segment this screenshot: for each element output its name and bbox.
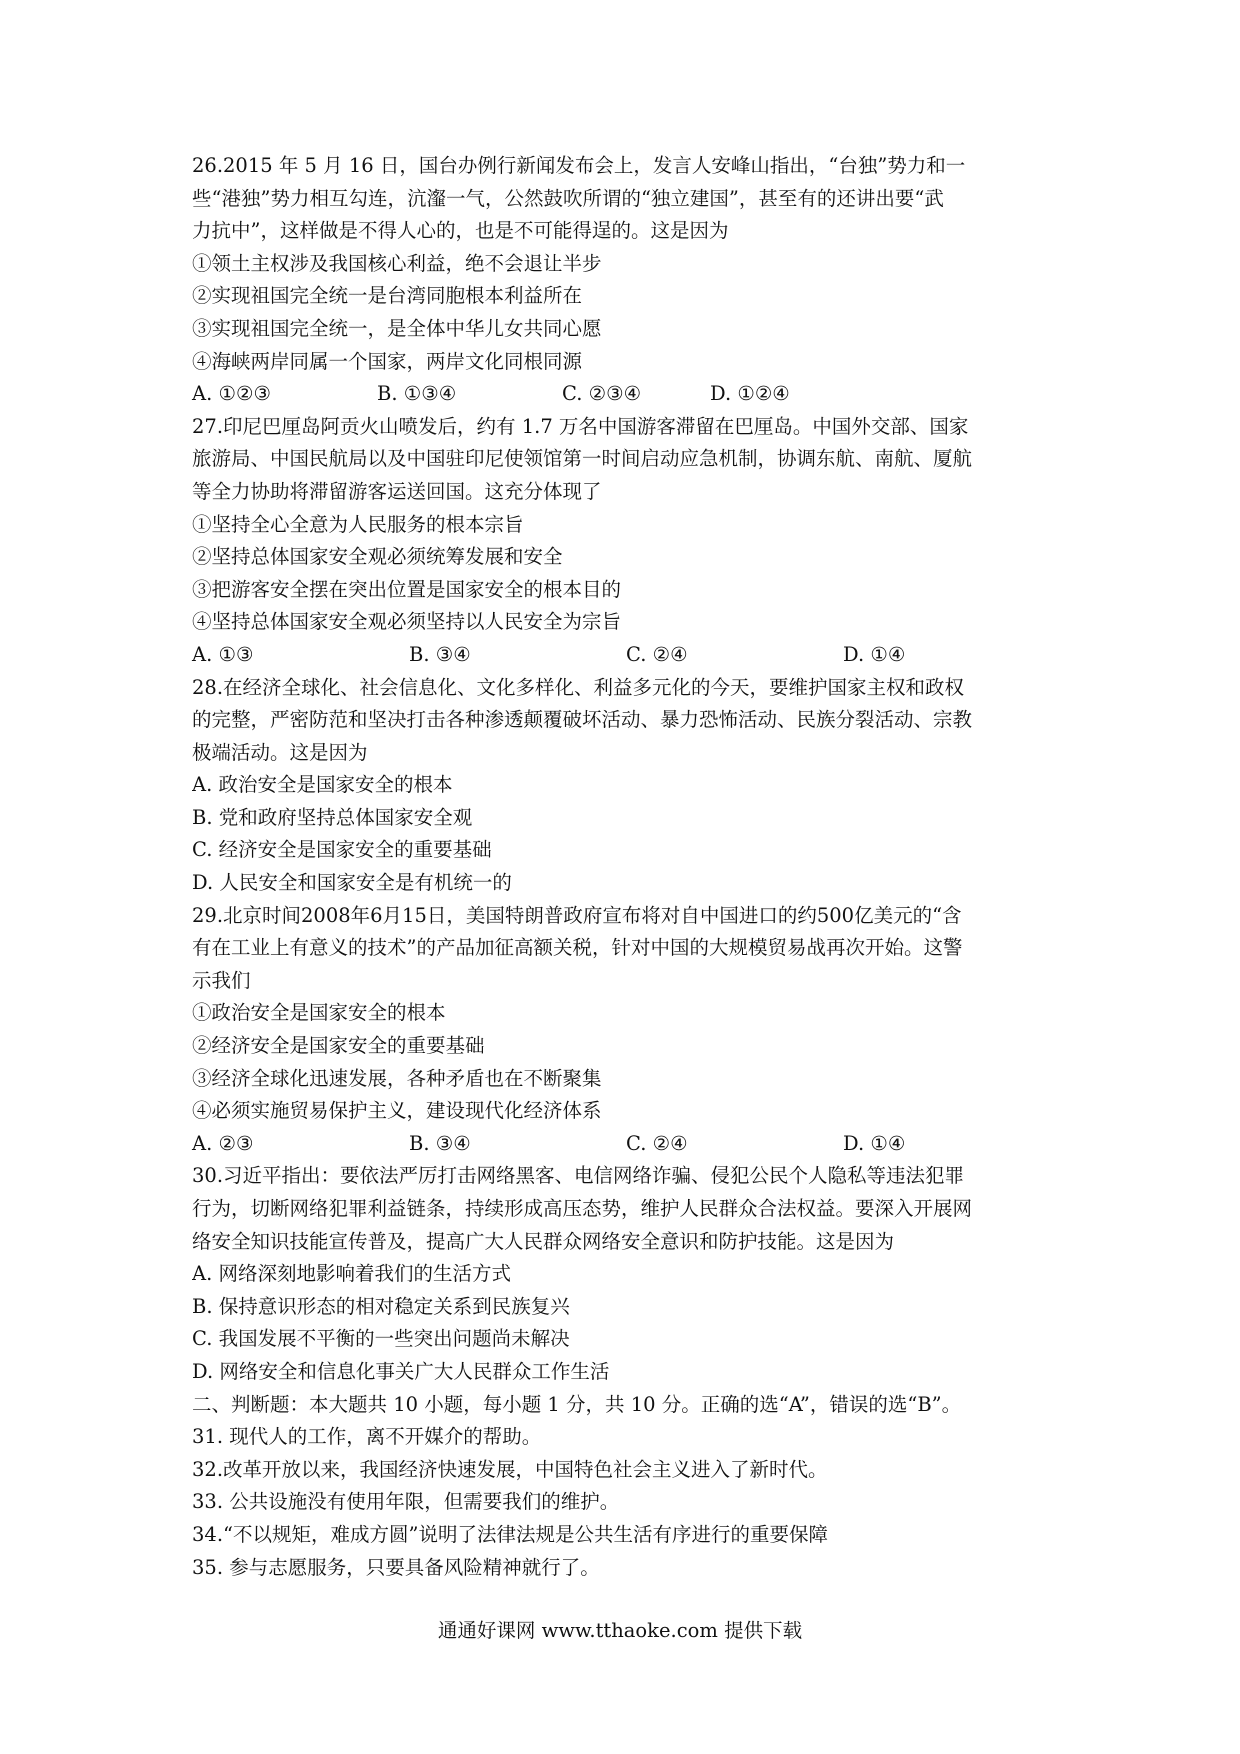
question-stem-line: 行为，切断网络犯罪利益链条，持续形成高压态势，维护人民群众合法权益。要深入开展网 bbox=[192, 1197, 973, 1220]
statement-item: ②实现祖国完全统一是台湾同胞根本利益所在 bbox=[192, 284, 583, 308]
question-33: 33. 公共设施没有使用年限，但需要我们的维护。 bbox=[192, 1490, 620, 1514]
statement-item: ①政治安全是国家安全的根本 bbox=[192, 1001, 446, 1025]
option-d: D. 网络安全和信息化事关广大人民群众工作生活 bbox=[192, 1359, 610, 1383]
section-heading: 二、判断题：本大题共 10 小题，每小题 1 分，共 10 分。正确的选“A”，错误的选“B”。 bbox=[192, 1392, 962, 1416]
option-a: A. 政治安全是国家安全的根本 bbox=[192, 773, 453, 797]
question-29 bbox=[192, 900, 1060, 1161]
statement-item: ②经济安全是国家安全的重要基础 bbox=[192, 1034, 485, 1058]
question-31: 31. 现代人的工作，离不开媒介的帮助。 bbox=[192, 1425, 542, 1449]
answer-options bbox=[192, 639, 1060, 672]
question-28 bbox=[192, 672, 1060, 900]
option-d: D. 人民安全和国家安全是有机统一的 bbox=[192, 871, 512, 895]
option-d: D. ①②④ bbox=[710, 382, 790, 406]
statement-item: ④坚持总体国家安全观必须坚持以人民安全为宗旨 bbox=[192, 610, 622, 634]
question-stem-line: 些“港独”势力相互勾连，沆瀣一气，公然鼓吹所谓的“独立建国”，甚至有的还讲出要“武 bbox=[192, 186, 944, 210]
question-stem-line: 的完整，严密防范和坚决打击各种渗透颠覆破坏活动、暴力恐怖活动、民族分裂活动、宗教 bbox=[192, 708, 973, 732]
option-b: B. ①③④ bbox=[377, 382, 457, 406]
question-stem-line: 27.印尼巴厘岛阿贡火山喷发后，约有 1.7 万名中国游客滞留在巴厘岛。中国外交部、国家 bbox=[192, 414, 969, 438]
option-c: C. 经济安全是国家安全的重要基础 bbox=[192, 838, 492, 862]
statement-item: ①领土主权涉及我国核心利益，绝不会退让半步 bbox=[192, 251, 602, 275]
option-d: D. ①④ bbox=[843, 1131, 906, 1155]
option-b: B. 党和政府坚持总体国家安全观 bbox=[192, 805, 473, 829]
question-stem-line: 旅游局、中国民航局以及中国驻印尼使领馆第一时间启动应急机制，协调东航、南航、厦航 bbox=[192, 447, 973, 471]
question-stem-line: 极端活动。这是因为 bbox=[192, 740, 368, 764]
question-35: 35. 参与志愿服务，只要具备风险精神就行了。 bbox=[192, 1555, 600, 1579]
page-content bbox=[192, 150, 1060, 1584]
statement-item: ③经济全球化迅速发展，各种矛盾也在不断聚集 bbox=[192, 1066, 602, 1090]
option-a: A. ②③ bbox=[192, 1131, 254, 1155]
statement-item: ②坚持总体国家安全观必须统筹发展和安全 bbox=[192, 545, 563, 569]
option-b: B. 保持意识形态的相对稳定关系到民族复兴 bbox=[192, 1294, 570, 1318]
answer-options bbox=[192, 1128, 1060, 1161]
statement-item: ③把游客安全摆在突出位置是国家安全的根本目的 bbox=[192, 577, 622, 601]
question-stem-line: 26.2015 年 5 月 16 日，国台办例行新闻发布会上，发言人安峰山指出，“台独”势力和一 bbox=[192, 154, 966, 177]
section-true-false bbox=[192, 1389, 1060, 1585]
question-stem-line: 力抗中”，这样做是不得人心的，也是不可能得逞的。这是因为 bbox=[192, 219, 729, 243]
option-a: A. ①②③ bbox=[192, 382, 271, 406]
statement-item: ①坚持全心全意为人民服务的根本宗旨 bbox=[192, 512, 524, 536]
question-stem-line: 有在工业上有意义的技术”的产品加征高额关税，针对中国的大规模贸易战再次开始。这警 bbox=[192, 936, 963, 960]
option-a: A. 网络深刻地影响着我们的生活方式 bbox=[192, 1262, 511, 1286]
option-c: C. ②④ bbox=[626, 642, 688, 666]
page-footer: 通通好课网 www.tthaoke.com 提供下载 bbox=[437, 1619, 803, 1642]
option-c: C. ②③④ bbox=[562, 382, 642, 406]
answer-options bbox=[192, 378, 1060, 411]
option-d: D. ①④ bbox=[843, 642, 906, 666]
question-26 bbox=[192, 150, 1060, 411]
question-stem-line: 络安全知识技能宣传普及，提高广大人民群众网络安全意识和防护技能。这是因为 bbox=[192, 1229, 895, 1253]
option-c: C. 我国发展不平衡的一些突出问题尚未解决 bbox=[192, 1327, 570, 1351]
question-stem-line: 30.习近平指出：要依法严厉打击网络黑客、电信网络诈骗、侵犯公民个人隐私等违法犯罪 bbox=[192, 1164, 965, 1188]
option-c: C. ②④ bbox=[626, 1131, 688, 1155]
question-27 bbox=[192, 411, 1060, 672]
question-stem-line: 29.北京时间2008年6月15日，美国特朗普政府宣布将对自中国进口的约500亿美元的“含 bbox=[192, 903, 962, 927]
statement-item: ④海峡两岸同属一个国家，两岸文化同根同源 bbox=[192, 349, 583, 373]
question-30 bbox=[192, 1160, 1060, 1388]
statement-item: ④必须实施贸易保护主义，建设现代化经济体系 bbox=[192, 1099, 602, 1123]
option-a: A. ①③ bbox=[192, 642, 254, 666]
statement-item: ③实现祖国完全统一，是全体中华儿女共同心愿 bbox=[192, 316, 602, 340]
question-stem-line: 示我们 bbox=[192, 968, 251, 992]
question-stem-line: 28.在经济全球化、社会信息化、文化多样化、利益多元化的今天，要维护国家主权和政权 bbox=[192, 675, 965, 699]
option-b: B. ③④ bbox=[409, 1131, 471, 1155]
question-34: 34.“不以规矩，难成方圆”说明了法律法规是公共生活有序进行的重要保障 bbox=[192, 1522, 828, 1546]
question-32: 32.改革开放以来，我国经济快速发展，中国特色社会主义进入了新时代。 bbox=[192, 1457, 828, 1481]
question-stem-line: 等全力协助将滞留游客运送回国。这充分体现了 bbox=[192, 479, 602, 503]
option-b: B. ③④ bbox=[409, 642, 471, 666]
